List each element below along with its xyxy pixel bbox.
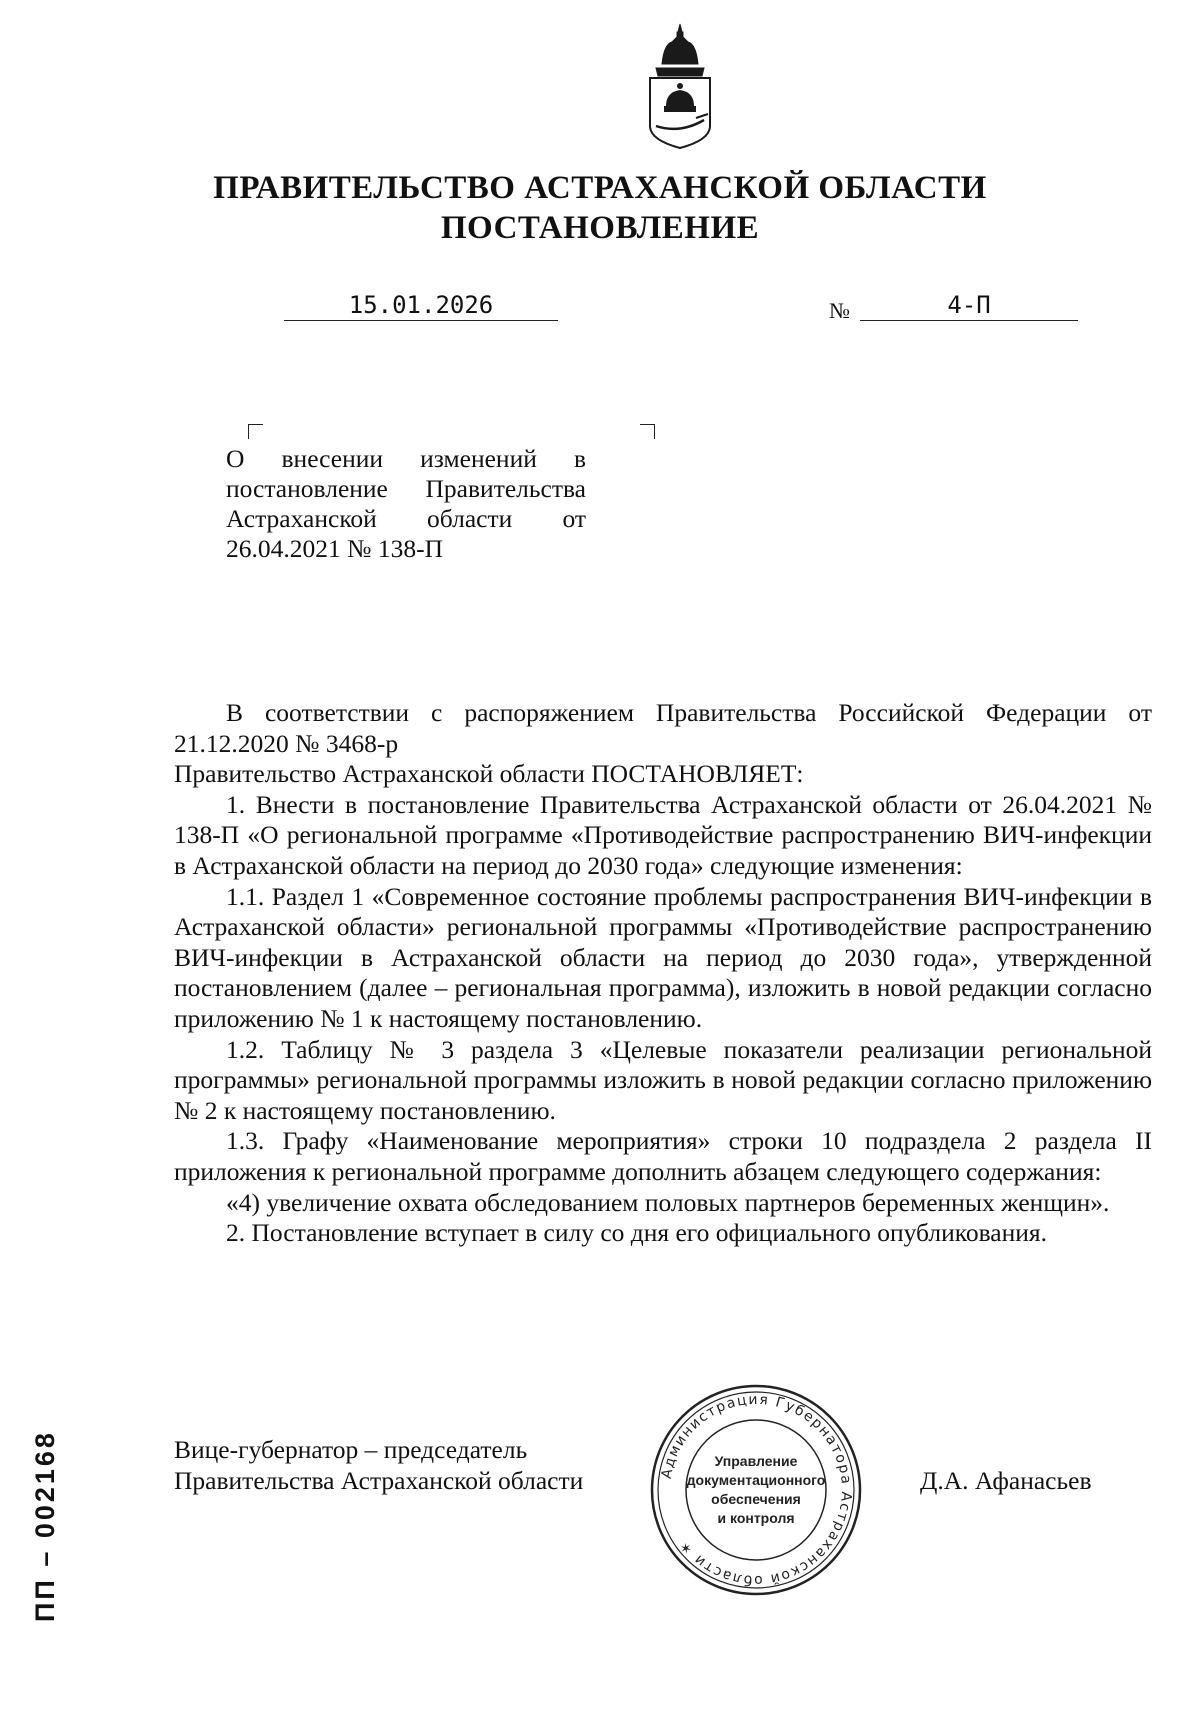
- side-code: ПП – 002168: [30, 1430, 60, 1622]
- body-paragraph: 1.3. Графу «Наименование мероприятия» строки 10 подраздела 2 раздела II приложения к региональной программе дополнить абзацем следующего содержания:: [174, 1126, 1152, 1186]
- subject-line: 26.04.2021 № 138-П: [226, 534, 443, 563]
- subject-line: Астраханской области от: [226, 504, 586, 533]
- document-type: ПОСТАНОВЛЕНИЕ: [440, 210, 760, 246]
- government-name: ПРАВИТЕЛЬСТВО АСТРАХАНСКОЙ ОБЛАСТИ: [213, 170, 987, 206]
- document-number: 4-П: [860, 290, 1078, 321]
- official-stamp: [648, 1382, 864, 1598]
- document-heading: [0, 168, 1200, 248]
- number-sign: №: [829, 298, 850, 323]
- position-line: Вице-губернатор – председатель: [174, 1435, 528, 1464]
- position-line: Правительства Астраханской области: [174, 1466, 584, 1495]
- subject-line: постановление Правительства: [226, 474, 586, 503]
- document-body: [174, 698, 1152, 1249]
- coat-of-arms-icon: [642, 22, 718, 152]
- subject-corner-left: [248, 424, 263, 439]
- svg-text:обеспечения: обеспечения: [711, 1491, 801, 1507]
- svg-text:и контроля: и контроля: [717, 1510, 795, 1526]
- body-paragraph: 2. Постановление вступает в силу со дня его официального опубликования.: [226, 1218, 1047, 1248]
- body-paragraph: 1.1. Раздел 1 «Современное состояние проблемы распространения ВИЧ-инфекции в Астраханской области» региональной программы «Противодействие распространению ВИЧ-инфекции в Астраханской области на период до 2030 года», утвержденной постановлением (далее – региональная программа), изложить в новой редакции согласно приложению № 1 к настоящему постановлению.: [174, 881, 1152, 1033]
- signatory-position: [174, 1434, 583, 1496]
- body-paragraph: «4) увеличение охвата обследованием половых партнеров беременных женщин».: [226, 1187, 1110, 1217]
- body-paragraph: 1. Внести в постановление Правительства Астраханской области от 26.04.2021 № 138-П «О региональной программе «Противодействие распространению ВИЧ-инфекции в Астраханской области на период до 2030 года» следующие изменения:: [174, 789, 1152, 880]
- svg-text:Управление: Управление: [714, 1453, 798, 1469]
- body-paragraph: 1.2. Таблицу № 3 раздела 3 «Целевые показатели реализации региональной программы» региональной программы изложить в новой редакции согласно приложению № 2 к настоящему постановлению.: [174, 1034, 1152, 1125]
- subject-corner-right: [640, 424, 655, 439]
- body-paragraph: Правительство Астраханской области ПОСТАНОВЛЯЕТ:: [174, 759, 804, 789]
- signatory-name: Д.А. Афанасьев: [920, 1466, 1092, 1495]
- body-paragraph: В соответствии с распоряжением Правительства Российской Федерации от 21.12.2020 № 3468-р: [174, 698, 1152, 758]
- svg-text:Администрация Губернатора Астр: Администрация Губернатора Астраханской области ✶: [658, 1391, 855, 1589]
- svg-text:документационного: документационного: [686, 1472, 826, 1488]
- document-subject: [226, 444, 586, 564]
- document-date: 15.01.2026: [284, 290, 558, 321]
- subject-line: О внесении изменений в: [226, 444, 586, 473]
